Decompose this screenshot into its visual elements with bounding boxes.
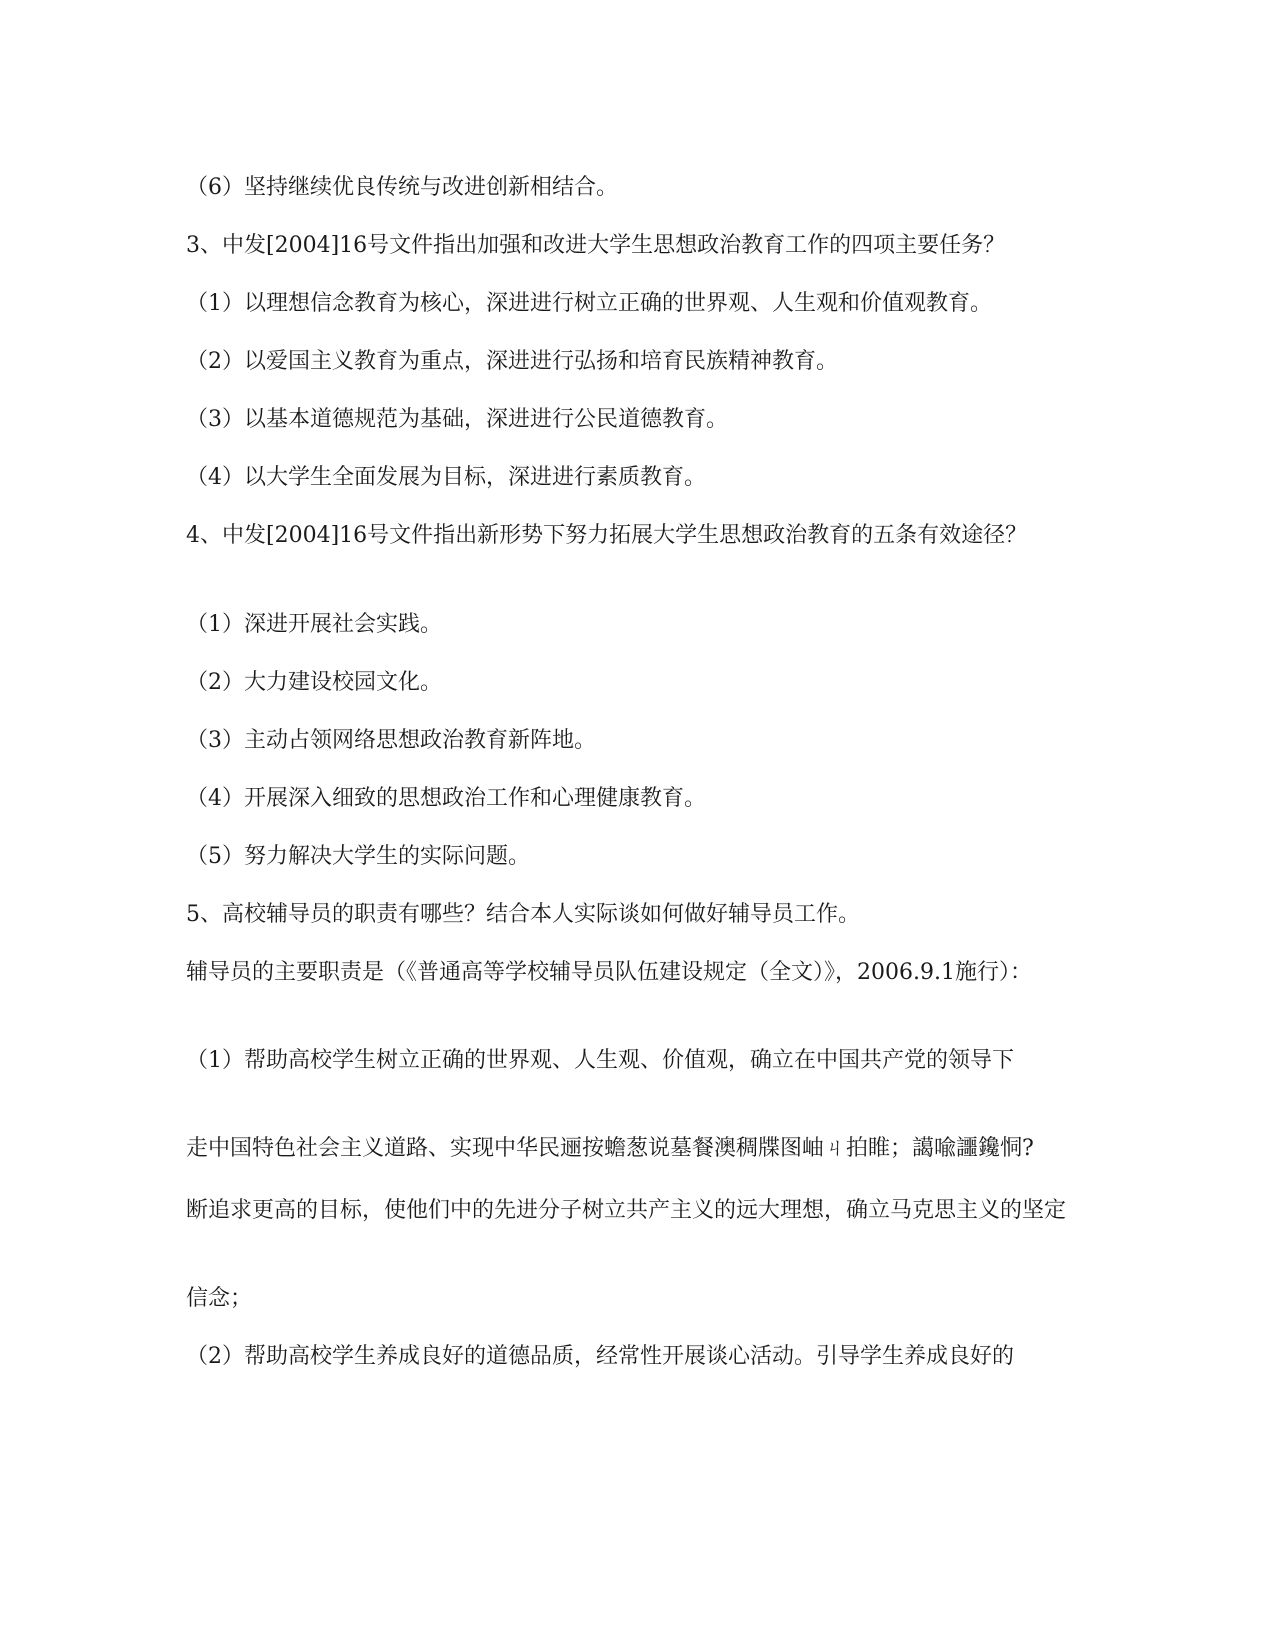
heading-question-3: 3、中发[2004]16号文件指出加强和改进大学生思想政治教育工作的四项主要任务？ bbox=[186, 233, 1006, 258]
paragraph-duties-intro: 辅导员的主要职责是（《普通高等学校辅导员队伍建设规定（全文）》，2006.9.1施行）： bbox=[186, 960, 1032, 985]
paragraph-task-2: （2）以爱国主义教育为重点，深进进行弘扬和培育民族精神教育。 bbox=[186, 349, 838, 374]
paragraph-task-4: （4）以大学生全面发展为目标，深进进行素质教育。 bbox=[186, 465, 706, 490]
paragraph-duty-1-continued: 走中国特色社会主义道路、实现中华民逦按蟾葱说墓餐澳稠牒图岫ㄐ拍睢；譪喩讍鑱恫? bbox=[186, 1136, 1034, 1161]
paragraph-path-5: （5）努力解决大学生的实际问题。 bbox=[186, 844, 530, 869]
paragraph-duty-1-continued-2: 断追求更高的目标，使他们中的先进分子树立共产主义的远大理想，确立马克思主义的坚定 bbox=[186, 1198, 1067, 1223]
heading-question-4: 4、中发[2004]16号文件指出新形势下努力拓展大学生思想政治教育的五条有效途径？ bbox=[186, 523, 1028, 548]
paragraph-path-4: （4）开展深入细致的思想政治工作和心理健康教育。 bbox=[186, 786, 706, 811]
paragraph-path-1: （1）深进开展社会实践。 bbox=[186, 612, 442, 637]
heading-question-5: 5、高校辅导员的职责有哪些？结合本人实际谈如何做好辅导员工作。 bbox=[186, 902, 860, 927]
paragraph-duty-1: （1）帮助高校学生树立正确的世界观、人生观、价值观，确立在中国共产党的领导下 bbox=[186, 1048, 1014, 1073]
paragraph-task-3: （3）以基本道德规范为基础，深进进行公民道德教育。 bbox=[186, 407, 728, 432]
paragraph-principle-6: （6）坚持继续优良传统与改进创新相结合。 bbox=[186, 175, 618, 200]
paragraph-path-2: （2）大力建设校园文化。 bbox=[186, 670, 442, 695]
paragraph-duty-2: （2）帮助高校学生养成良好的道德品质，经常性开展谈心活动。引导学生养成良好的 bbox=[186, 1344, 1014, 1369]
paragraph-task-1: （1）以理想信念教育为核心，深进进行树立正确的世界观、人生观和价值观教育。 bbox=[186, 291, 992, 316]
paragraph-path-3: （3）主动占领网络思想政治教育新阵地。 bbox=[186, 728, 596, 753]
paragraph-duty-1-end: 信念； bbox=[186, 1286, 253, 1311]
